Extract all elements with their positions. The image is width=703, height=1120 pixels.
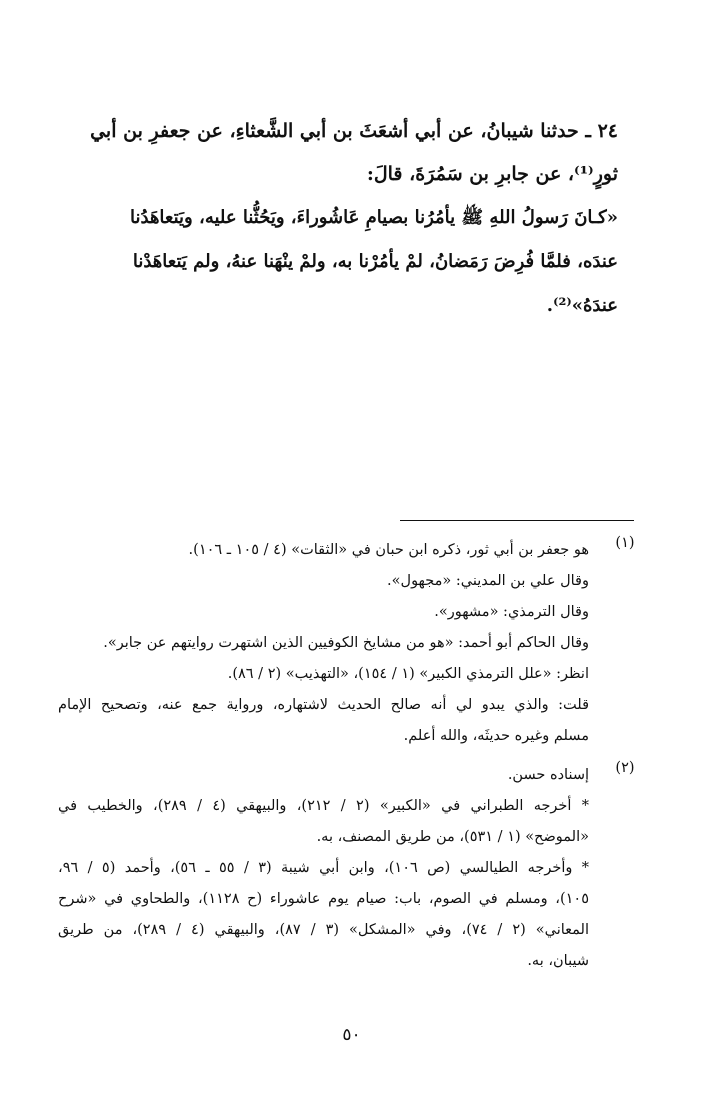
hadith-chain-line-2: ثورٍ⁽¹⁾، عن جابرِ بن سَمُرَةَ، قالَ:: [366, 163, 618, 185]
footnote-separator: [400, 520, 634, 521]
footnote-line: إسناده حسن.: [507, 767, 589, 783]
footnote-line: هو جعفر بن أبي ثور، ذكره ابن حبان في «الثقات» (٤ / ١٠٥ ـ ١٠٦).: [188, 542, 589, 558]
page-number: ٥٠: [342, 1025, 361, 1045]
footnote-number: (١): [615, 535, 635, 551]
hadith-block: [90, 110, 618, 328]
footnote-line: مسلم وغيره حديثَه، والله أعلم.: [403, 728, 589, 744]
hadith-matn-line-2: عندَه، فلمَّا فُرِضَ رَمَضانُ، لمْ يأمُرْنا به، ولمْ ينْهَنا عنهُ، ولم يَتعاهَدْنا: [132, 251, 618, 272]
hadith-chain-text-1: حدثنا شيبانُ، عن أبي أشعَثَ بن أبي الشَّعثاءِ، عن جعفرِ بن أبي: [90, 120, 579, 142]
footnote-line: المعاني» (٢ / ٧٤)، وفي «المشكل» (٣ / ٨٧)، والبيهقي (٤ / ٢٨٩)، من طريق: [58, 922, 589, 938]
hadith-matn-line-1: «كـانَ رَسولُ اللهِ ﷺ يأمُرُنا بصيامِ عَاشُوراءَ، ويَحُثُّنا عليه، ويَتعاهَدُنا: [130, 207, 618, 228]
hadith-number: ٢٤ ـ: [585, 120, 618, 142]
footnote-line: وقال الحاكم أبو أحمد: «هو من مشايخ الكوفيين الذين اشتهرت روايتهم عن جابر».: [103, 635, 589, 651]
footnote-1: [58, 535, 645, 752]
footnote-line: «الموضح» (١ / ٥٣١)، من طريق المصنف، به.: [316, 829, 589, 845]
footnote-line: ١٠٥)، ومسلم في الصوم، باب: صيام يوم عاشوراء (ح ١١٢٨)، والطحاوي في «شرح: [58, 891, 590, 907]
footnote-2: [58, 760, 645, 977]
hadith-chain-line-1: [90, 110, 618, 153]
footnote-line: شيبان، به.: [527, 953, 589, 969]
footnote-line: قلت: والذي يبدو لي أنه صالح الحديث لاشتهاره، ورواية جمع عنه، وتصحيح الإمام: [58, 697, 589, 713]
hadith-matn-line-3: عندَهُ»⁽²⁾.: [546, 295, 618, 316]
footnote-line: انظر: «علل الترمذي الكبير» (١ / ١٥٤)، «التهذيب» (٢ / ٨٦).: [227, 666, 589, 682]
footnotes: [58, 535, 645, 977]
footnote-line: وقال الترمذي: «مشهور».: [434, 604, 589, 620]
footnote-number: (٢): [615, 760, 635, 776]
footnote-line: وقال علي بن المديني: «مجهول».: [387, 573, 589, 589]
footnote-line: * أخرجه الطبراني في «الكبير» (٢ / ٢١٢)، والبيهقي (٤ / ٢٨٩)، والخطيب في: [58, 798, 590, 814]
footnote-line: * وأخرجه الطيالسي (ص ١٠٦)، وابن أبي شيبة (٣ / ٥٥ ـ ٥٦)، وأحمد (٥ / ٩٦،: [58, 860, 590, 876]
